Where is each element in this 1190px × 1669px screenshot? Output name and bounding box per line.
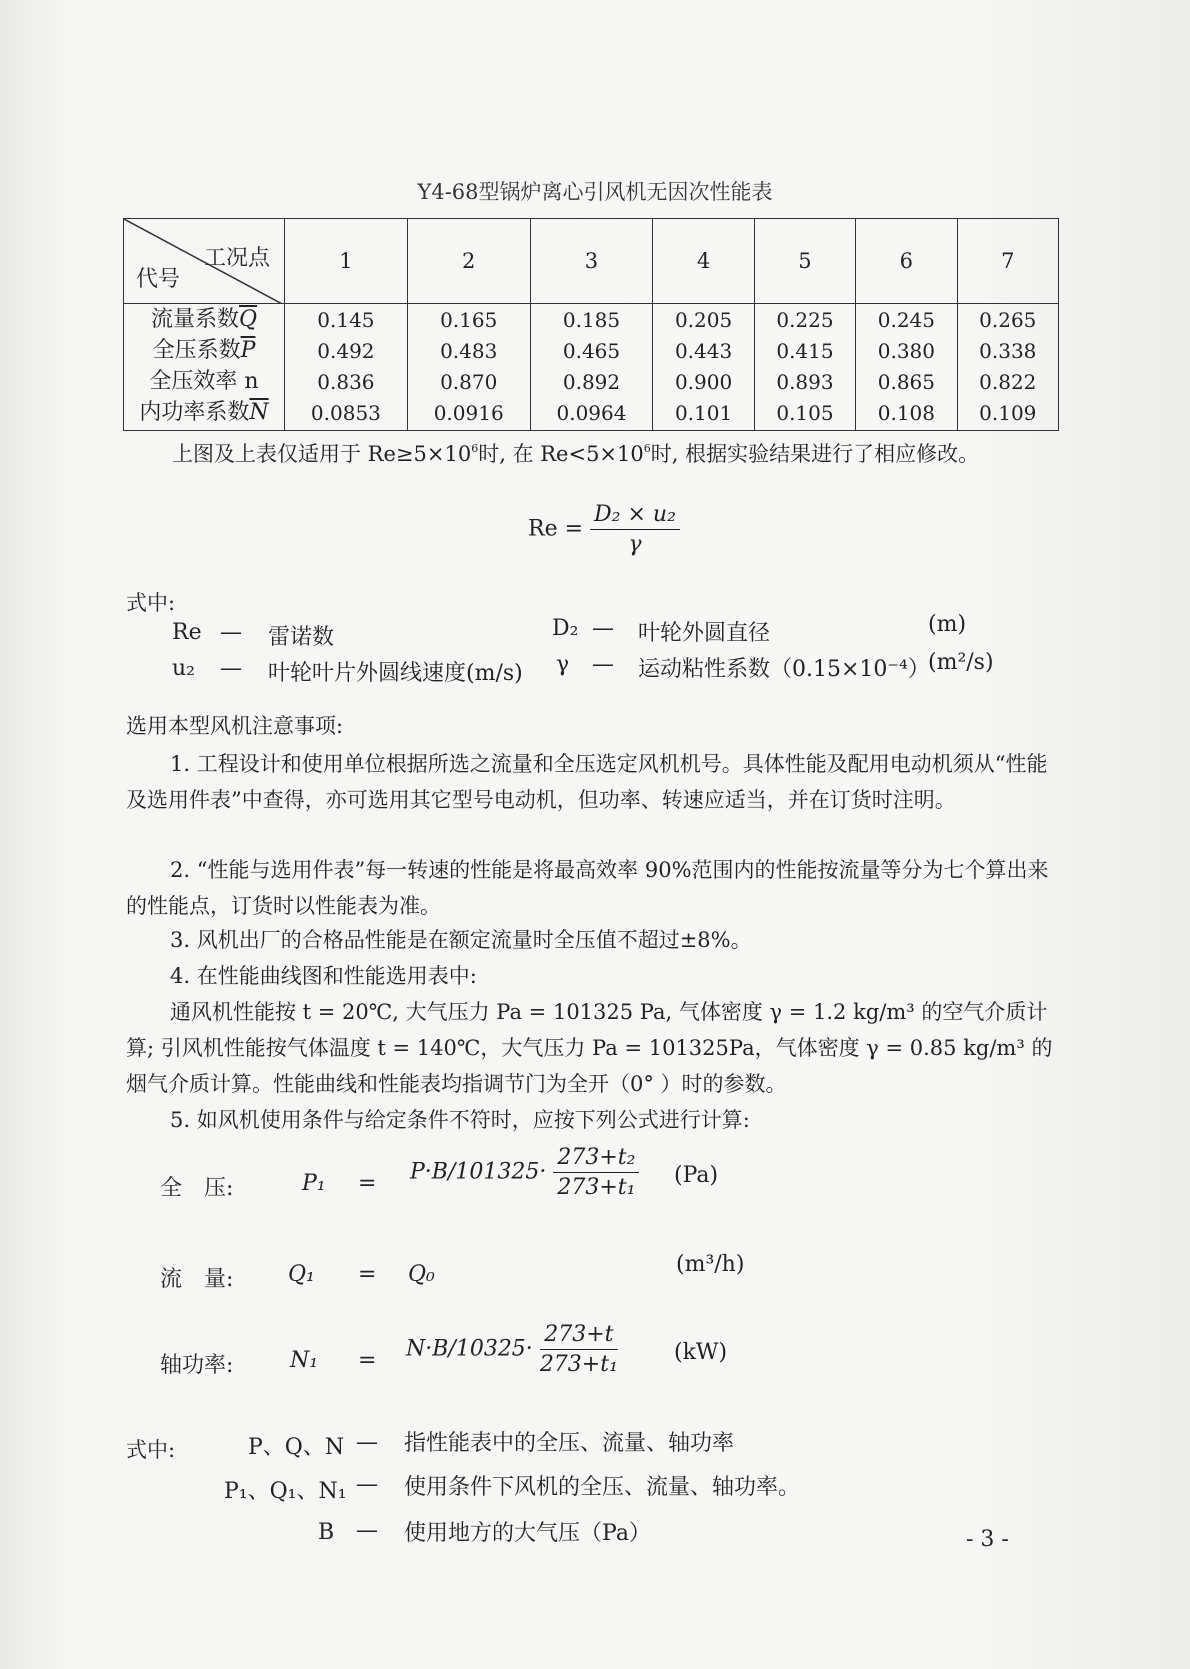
formula-eq-flow: = bbox=[358, 1262, 377, 1287]
formula-rhs-pressure: P·B/101325· $\frac{\text{273+t₂}}{\text{273+t₁}}$ bbox=[410, 1145, 639, 1200]
note-item-3: 3. 风机出厂的合格品性能是在额定流量时全压值不超过±8%。 bbox=[170, 928, 752, 952]
note-item-4: 4. 在性能曲线图和性能选用表中: bbox=[170, 964, 477, 988]
point-header: 2 bbox=[407, 219, 530, 304]
formula-lhs-pressure: P₁ bbox=[302, 1171, 326, 1196]
corner-bottom-label: 代号 bbox=[136, 267, 181, 292]
formula-label-power: 轴功率: bbox=[160, 1353, 234, 1378]
def-text: 叶轮外圆直径 bbox=[638, 621, 771, 646]
performance-table bbox=[123, 218, 1059, 431]
where-label: 式中: bbox=[126, 591, 176, 615]
column-point-3: 0.185 0.465 0.892 0.0964 bbox=[530, 304, 653, 431]
legend-text: 使用条件下风机的全压、流量、轴功率。 bbox=[404, 1475, 801, 1500]
def-unit: (m) bbox=[928, 612, 967, 637]
page-number: - 3 - bbox=[966, 1527, 1009, 1552]
row-label-pressure: 全压系数$\overline{P}$ bbox=[152, 338, 256, 363]
point-header: 5 bbox=[754, 219, 855, 304]
note-item-1: 1. 工程设计和使用单位根据所选之流量和全压选定风机机号。具体性能及配用电动机须从“性能及选用件表”中查得，亦可选用其它型号电动机，但功率、转速应适当，并在订货时注明。 bbox=[126, 752, 1048, 812]
formula-label-pressure: 全 压: bbox=[160, 1176, 234, 1201]
def-unit: (m²/s) bbox=[928, 650, 994, 675]
def-text: 叶轮叶片外圆线速度(m/s) bbox=[268, 661, 523, 686]
notes-title: 选用本型风机注意事项: bbox=[126, 714, 344, 738]
def-dash: — bbox=[592, 616, 614, 641]
legend-label: 式中: bbox=[126, 1438, 176, 1462]
row-label-flow: 流量系数$\overline{Q}$ bbox=[150, 307, 258, 332]
column-point-7: 0.265 0.338 0.822 0.109 bbox=[957, 304, 1058, 431]
point-header: 3 bbox=[530, 219, 653, 304]
legend-dash: — bbox=[356, 1472, 378, 1497]
formula-unit-pressure: (Pa) bbox=[674, 1163, 719, 1188]
note-item-2: 2. “性能与选用件表”每一转速的性能是将最高效率 90%范围内的性能按流量等分为七个算出来的性能点，订货时以性能表为准。 bbox=[126, 858, 1049, 918]
def-sym: γ bbox=[556, 652, 570, 677]
column-point-2: 0.165 0.483 0.870 0.0916 bbox=[407, 304, 530, 431]
legend-sym: P₁、Q₁、N₁ bbox=[224, 1479, 347, 1504]
note-item-5: 5. 如风机使用条件与给定条件不符时，应按下列公式进行计算: bbox=[170, 1108, 750, 1132]
legend-sym: P、Q、N bbox=[248, 1435, 345, 1460]
point-header: 7 bbox=[957, 219, 1058, 304]
legend-dash: — bbox=[356, 1430, 378, 1455]
row-label-efficiency: 全压效率 n bbox=[149, 369, 259, 394]
reynolds-formula: Re = $\frac{\text{D₂ × u₂}}{\gamma}$ bbox=[528, 502, 680, 557]
formula-lhs-flow: Q₁ bbox=[288, 1262, 315, 1287]
formula-eq-power: = bbox=[358, 1348, 377, 1373]
def-text: 运动粘性系数（0.15×10⁻⁴） bbox=[638, 657, 930, 682]
formula-rhs-power: N·B/10325· $\frac{273+t}{\text{273+t₁}}$ bbox=[406, 1322, 618, 1377]
formula-unit-flow: (m³/h) bbox=[676, 1252, 745, 1277]
table-corner-header bbox=[124, 219, 285, 304]
note-item-4-detail: 通风机性能按 t = 20℃, 大气压力 Pa = 101325 Pa, 气体密度 γ = 1.2 kg/m³ 的空气介质计算; 引风机性能按气体温度 t = 140℃，大气压力 Pa = 101325Pa，气体密度 γ = 0.85 kg/m³ 的烟气介质计算。性能曲线和性能表均指调节门为全开（0° ）时的参数。 bbox=[126, 1000, 1053, 1096]
def-sym: u₂ bbox=[172, 656, 195, 681]
point-header: 4 bbox=[653, 219, 754, 304]
corner-top-label: 工况点 bbox=[203, 246, 270, 271]
formula-rhs-flow: Q₀ bbox=[408, 1262, 435, 1287]
def-dash: — bbox=[592, 652, 614, 677]
formula-lhs-power: N₁ bbox=[290, 1348, 319, 1373]
legend-sym: B bbox=[318, 1520, 335, 1545]
column-point-4: 0.205 0.443 0.900 0.101 bbox=[653, 304, 754, 431]
legend-dash: — bbox=[356, 1518, 378, 1543]
table-title: Y4-68型锅炉离心引风机无因次性能表 bbox=[417, 180, 773, 204]
applicability-note: 上图及上表仅适用于 $Re\ge 5\times 10^6$时, 在 $Re<5\times 10^6$时, 根据实验结果进行了相应修改。 bbox=[172, 442, 980, 466]
row-labels-cell bbox=[124, 304, 285, 431]
column-point-1: 0.145 0.492 0.836 0.0853 bbox=[285, 304, 408, 431]
column-point-6: 0.245 0.380 0.865 0.108 bbox=[856, 304, 957, 431]
def-sym: Re bbox=[172, 620, 202, 645]
def-text: 雷诺数 bbox=[268, 625, 335, 650]
column-point-5: 0.225 0.415 0.893 0.105 bbox=[754, 304, 855, 431]
legend-text: 指性能表中的全压、流量、轴功率 bbox=[404, 1431, 735, 1456]
legend-text: 使用地方的大气压（Pa） bbox=[404, 1521, 651, 1546]
formula-label-flow: 流 量: bbox=[160, 1267, 234, 1292]
point-header: 1 bbox=[285, 219, 408, 304]
formula-unit-power: (kW) bbox=[674, 1340, 728, 1365]
def-sym: D₂ bbox=[552, 616, 579, 641]
row-label-power: 内功率系数$\overline{N}$ bbox=[139, 400, 269, 425]
formula-eq-pressure: = bbox=[358, 1171, 377, 1196]
def-dash: — bbox=[220, 620, 242, 645]
point-header: 6 bbox=[856, 219, 957, 304]
def-dash: — bbox=[220, 656, 242, 681]
